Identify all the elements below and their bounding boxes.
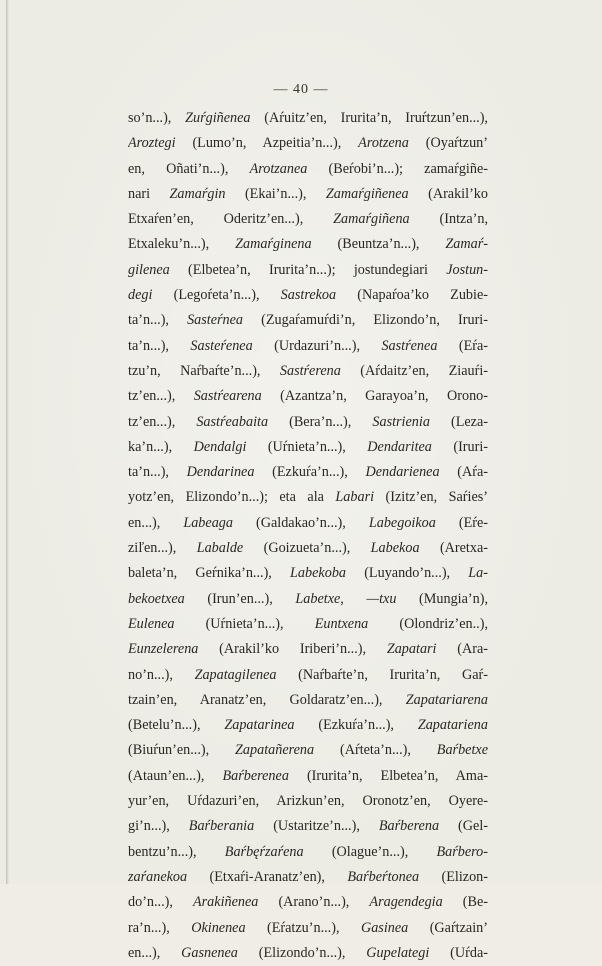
text-line (128, 334, 488, 359)
place-name-term: Arotzena (358, 135, 409, 152)
place-name-term: Sastŕeabaita (196, 413, 269, 430)
text-segment: (Eŕatzu’n...), (245, 919, 361, 936)
text-segment: (Napaŕoa’ko Zubie- (336, 287, 488, 304)
text-segment: (Biuŕun’en...), (128, 742, 236, 759)
text-segment: (Eŕa- (437, 337, 488, 354)
text-segment: ta’n...), (128, 464, 187, 481)
text-line (128, 182, 488, 207)
place-name-term: Zuŕgiñenea (185, 110, 251, 126)
place-name-term: Sastrekoa (280, 287, 337, 304)
place-name-term: Zapatagilenea (194, 666, 277, 683)
place-name-term: Sasteŕenea (190, 337, 253, 354)
text-line (128, 410, 488, 435)
text-line (128, 916, 488, 941)
text-line (128, 460, 488, 485)
place-name-term: Sasteŕnea (187, 312, 244, 329)
text-segment: (Aretxa- (419, 540, 488, 557)
text-line (128, 688, 488, 713)
text-segment: (Ezkuŕa’n...), (254, 464, 366, 481)
place-name-term: Zamaŕ- (445, 236, 488, 253)
text-segment: (Arakil’ko Iriberi’n...), (198, 641, 387, 658)
text-line (128, 106, 488, 131)
text-segment: (Gaŕtzain’ (408, 919, 488, 936)
text-segment: (Oyaŕtzun’ (408, 135, 488, 152)
text-segment: ziľen...), (128, 540, 197, 557)
place-name-term: Dendarienea (365, 464, 440, 481)
text-segment: (Uŕda- (429, 944, 488, 961)
place-name-term: Zapatarinea (224, 717, 295, 734)
place-name-term: Gasnenea (181, 944, 238, 961)
place-name-term: Labekoa (370, 540, 420, 557)
text-segment: (Olague’n...), (303, 843, 437, 860)
text-segment: (Beuntza’n...), (311, 236, 446, 253)
text-line (128, 308, 488, 333)
text-segment: (Azantza’n, Garayoa’n, Orono- (261, 388, 488, 405)
place-name-term: degi (128, 287, 153, 304)
text-line (128, 612, 488, 637)
text-segment: (Urdazuri’n...), (252, 337, 382, 354)
place-name-term: bekoetxea (128, 590, 185, 607)
text-segment: (Olondriz’en..), (368, 615, 488, 632)
text-line (128, 258, 488, 283)
text-line (128, 814, 488, 839)
place-name-term: Labalde (196, 540, 244, 557)
text-segment: yotz’en, Elizondo’n...); eta ala (128, 489, 336, 506)
text-line (128, 865, 488, 890)
place-name-term: Zamaŕginena (235, 236, 312, 253)
text-segment: (Beŕobi’n...); zamaŕgiñe- (307, 160, 488, 177)
text-segment: (Aŕdaitz’en, Ziauŕi- (340, 362, 488, 379)
text-line (128, 536, 488, 561)
text-segment: ta’n...), (128, 337, 191, 354)
text-line (128, 511, 488, 536)
place-name-term: Eulenea (128, 615, 175, 632)
body-text (128, 106, 488, 966)
place-name-term: Sastŕearena (193, 388, 262, 405)
text-segment: Etxaleku’n...), (128, 236, 236, 253)
text-segment: (Eŕe- (435, 514, 488, 531)
place-name-term: Aragendegia (369, 894, 443, 911)
text-line (128, 435, 488, 460)
text-segment: baleta’n, Geŕnika’n...), (128, 565, 291, 582)
place-name-term: Dendalgi (193, 438, 247, 455)
text-segment: (Bera’n...), (268, 413, 373, 430)
text-segment: yur’en, Uŕdazuri’en, Arizkun’en, Oronotz’en, Oyere- (128, 793, 488, 810)
page-binding-shadow (6, 0, 9, 884)
place-name-term: Labetxe, —txu (295, 590, 397, 607)
place-name-term: Dendarinea (186, 464, 255, 481)
text-segment: (Be- (442, 894, 488, 911)
place-name-term: Arakiñenea (192, 894, 259, 911)
text-segment: en...), (128, 514, 184, 531)
place-name-term: gilenea (128, 261, 170, 278)
text-segment: (Etxaŕi-Aranatz’en), (187, 868, 348, 885)
text-segment: (Iruri- (431, 438, 488, 455)
place-name-term: Arotzanea (249, 160, 308, 177)
text-segment: (Ezkuŕa’n...), (294, 717, 418, 734)
text-line (128, 157, 488, 182)
text-line (128, 131, 488, 156)
place-name-term: Okinenea (191, 919, 246, 936)
place-name-term: Zapatariena (417, 717, 488, 734)
text-segment: (Arano’n...), (258, 894, 370, 911)
place-name-term: Dendaritea (367, 438, 432, 455)
place-name-term: Gupelategi (366, 944, 430, 961)
text-segment: no’n...), (128, 666, 195, 683)
text-line (128, 283, 488, 308)
place-name-term: Labari (335, 489, 375, 506)
text-segment: (Aŕa- (439, 464, 488, 481)
text-segment: ka’n...), (128, 438, 194, 455)
text-segment: (Zugaŕamuŕdi’n, Elizondo’n, Iruri- (243, 312, 488, 329)
place-name-term: Euntxena (314, 615, 369, 632)
text-line (128, 384, 488, 409)
text-segment: (Elbetea’n, Irurita’n...); jostundegiari (169, 261, 447, 278)
text-segment: (Uŕnieta’n...), (246, 438, 368, 455)
place-name-term: Baŕbęŕzaŕena (224, 843, 304, 860)
place-name-term: Baŕberena (378, 818, 440, 835)
text-segment: (Legoŕeta’n...), (152, 287, 281, 304)
text-segment: (Ara- (436, 641, 488, 658)
text-segment: (Mungia’n), (396, 590, 488, 607)
text-segment: (Ataun’en...), (128, 767, 223, 784)
text-segment: (Lumo’n, Azpeitia’n...), (175, 135, 359, 152)
text-segment: (Leza- (429, 413, 488, 430)
text-line (128, 485, 488, 510)
place-name-term: Zamaŕgin (169, 185, 226, 202)
text-line (128, 890, 488, 915)
text-line (128, 663, 488, 688)
text-line (128, 738, 488, 763)
page-number: — 40 — (273, 82, 329, 97)
text-segment: (Aŕuitz’en, Irurita’n, Iruŕtzun’en...), (250, 110, 488, 126)
text-segment: (Naŕbaŕte’n, Irurita’n, Gaŕ- (276, 666, 488, 683)
text-line (128, 840, 488, 865)
place-name-term: Zapatari (386, 641, 437, 658)
text-segment: ra’n...), (128, 919, 192, 936)
text-segment: nari (128, 185, 170, 202)
text-segment: (Betelu’n...), (128, 717, 225, 734)
text-segment: (Gel- (439, 818, 488, 835)
place-name-term: Zamaŕgiñenea (325, 185, 409, 202)
place-name-term: zaŕanekoa (128, 868, 188, 885)
text-segment: (Aŕteta’n...), (314, 742, 437, 759)
text-segment: (Intza’n, (409, 211, 488, 228)
text-segment: (Ekai’n...), (225, 185, 326, 202)
place-name-term: Eunzelerena (128, 641, 199, 658)
text-segment: (Galdakao’n...), (232, 514, 369, 531)
text-segment: (Uŕnieta’n...), (174, 615, 315, 632)
text-segment: en, Oñati’n...), (128, 160, 250, 177)
text-line (128, 764, 488, 789)
text-segment: bentzu’n...), (128, 843, 225, 860)
place-name-term: Baŕbetxe (436, 742, 488, 759)
place-name-term: Sastŕenea (381, 337, 438, 354)
text-segment: (Arakil’ko (408, 185, 488, 202)
text-segment: (Izitz’en, Saŕies’ (374, 489, 488, 506)
place-name-term: Labeaga (183, 514, 233, 531)
place-name-term: Baŕberenea (222, 767, 289, 784)
place-name-term: Labekoba (290, 565, 347, 582)
text-segment: do’n...), (128, 894, 193, 911)
text-segment: gi’n...), (128, 818, 189, 835)
place-name-term: Baŕbero- (436, 843, 488, 860)
place-name-term: Sastrienia (372, 413, 430, 430)
text-segment: (Irurita’n, Elbetea’n, Ama- (288, 767, 488, 784)
text-segment: so’n...), (128, 110, 186, 126)
text-line (128, 941, 488, 966)
text-segment: Etxaŕen’en, Oderitz’en...), (128, 211, 334, 228)
place-name-term: Zapatañerena (235, 742, 315, 759)
place-name-term: Sastŕerena (279, 362, 341, 379)
text-line (128, 232, 488, 257)
text-line (128, 713, 488, 738)
place-name-term: Jostun- (446, 261, 488, 278)
text-segment: tz’en...), (128, 388, 194, 405)
text-line (128, 637, 488, 662)
place-name-term: Labegoikoa (368, 514, 436, 531)
place-name-term: Baŕberania (188, 818, 255, 835)
text-line (128, 561, 488, 586)
text-segment: (Ustaritze’n...), (254, 818, 379, 835)
place-name-term: Baŕbeŕtonea (347, 868, 420, 885)
text-segment: (Luyando’n...), (346, 565, 469, 582)
place-name-term: Zapatariarena (405, 691, 488, 708)
place-name-term: Gasinea (360, 919, 409, 936)
place-name-term: Zamaŕgiñena (333, 211, 410, 228)
text-segment: en...), (128, 944, 182, 961)
text-segment: (Goizueta’n...), (243, 540, 371, 557)
text-line (128, 789, 488, 814)
text-line (128, 207, 488, 232)
text-segment: tzu’n, Naŕbaŕte’n...), (128, 362, 280, 379)
text-segment: tzain’en, Aranatz’en, Goldaratz’en...), (128, 691, 406, 708)
text-segment: (Elizon- (419, 868, 488, 885)
text-segment: tz’en...), (128, 413, 197, 430)
place-name-term: La- (468, 565, 488, 582)
text-segment: ta’n...), (128, 312, 188, 329)
text-segment: (Irun’en...), (184, 590, 296, 607)
place-name-term: Aroztegi (128, 135, 176, 152)
text-line (128, 359, 488, 384)
text-segment: (Elizondo’n...), (237, 944, 367, 961)
text-line (128, 587, 488, 612)
